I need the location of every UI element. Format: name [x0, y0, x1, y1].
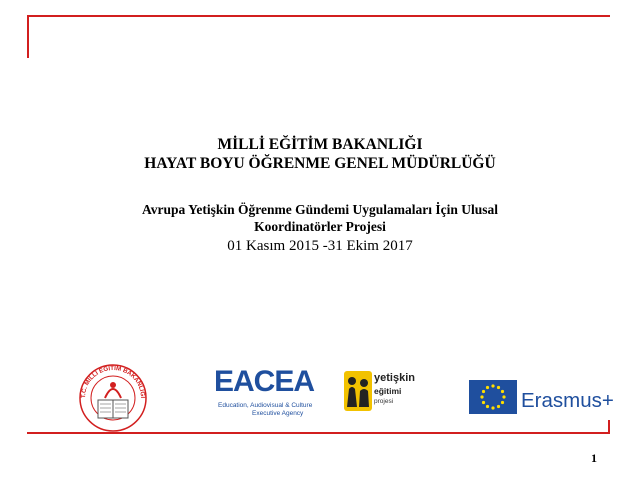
eu-flag-icon — [469, 380, 517, 414]
yetiskin-word-1: yetişkin — [374, 372, 415, 384]
meb-ring-text: T.C. MİLLİ EĞİTİM BAKANLIĞI — [79, 364, 147, 399]
project-dates: 01 Kasım 2015 -31 Ekim 2017 — [227, 238, 413, 254]
project-block — [0, 201, 640, 257]
eacea-mark-b: EA — [274, 365, 315, 398]
yetiskin-word-2: eğitimi — [374, 386, 402, 396]
top-left-rule — [27, 15, 29, 58]
erasmus-wordmark: Erasmus+ — [521, 389, 614, 412]
top-rule — [27, 15, 610, 17]
title-block — [0, 135, 640, 173]
meb-logo — [76, 358, 150, 432]
yetiskin-logo — [344, 370, 418, 412]
bottom-right-rule — [608, 420, 610, 434]
eacea-tagline-1: Education, Audiovisual & Culture — [218, 402, 313, 409]
yetiskin-emblem-icon — [344, 371, 372, 411]
erasmus-plus-logo — [469, 379, 621, 417]
project-title-line2: Koordinatörler Projesi — [254, 219, 386, 234]
eacea-mark-a: EAC — [214, 365, 275, 398]
eacea-tagline-2: Executive Agency — [252, 410, 304, 417]
ministry-title: MİLLİ EĞİTİM BAKANLIĞI — [217, 136, 423, 153]
eacea-logo — [214, 365, 318, 425]
project-title-line1: Avrupa Yetişkin Öğrenme Gündemi Uygulamaları İçin Ulusal — [141, 202, 499, 217]
yetiskin-word-3: projesi — [374, 398, 394, 405]
eacea-mark — [214, 365, 314, 399]
directorate-title: HAYAT BOYU ÖĞRENME GENEL MÜDÜRLÜĞÜ — [144, 155, 496, 172]
bottom-rule — [27, 432, 610, 434]
page-number: 1 — [591, 451, 597, 465]
